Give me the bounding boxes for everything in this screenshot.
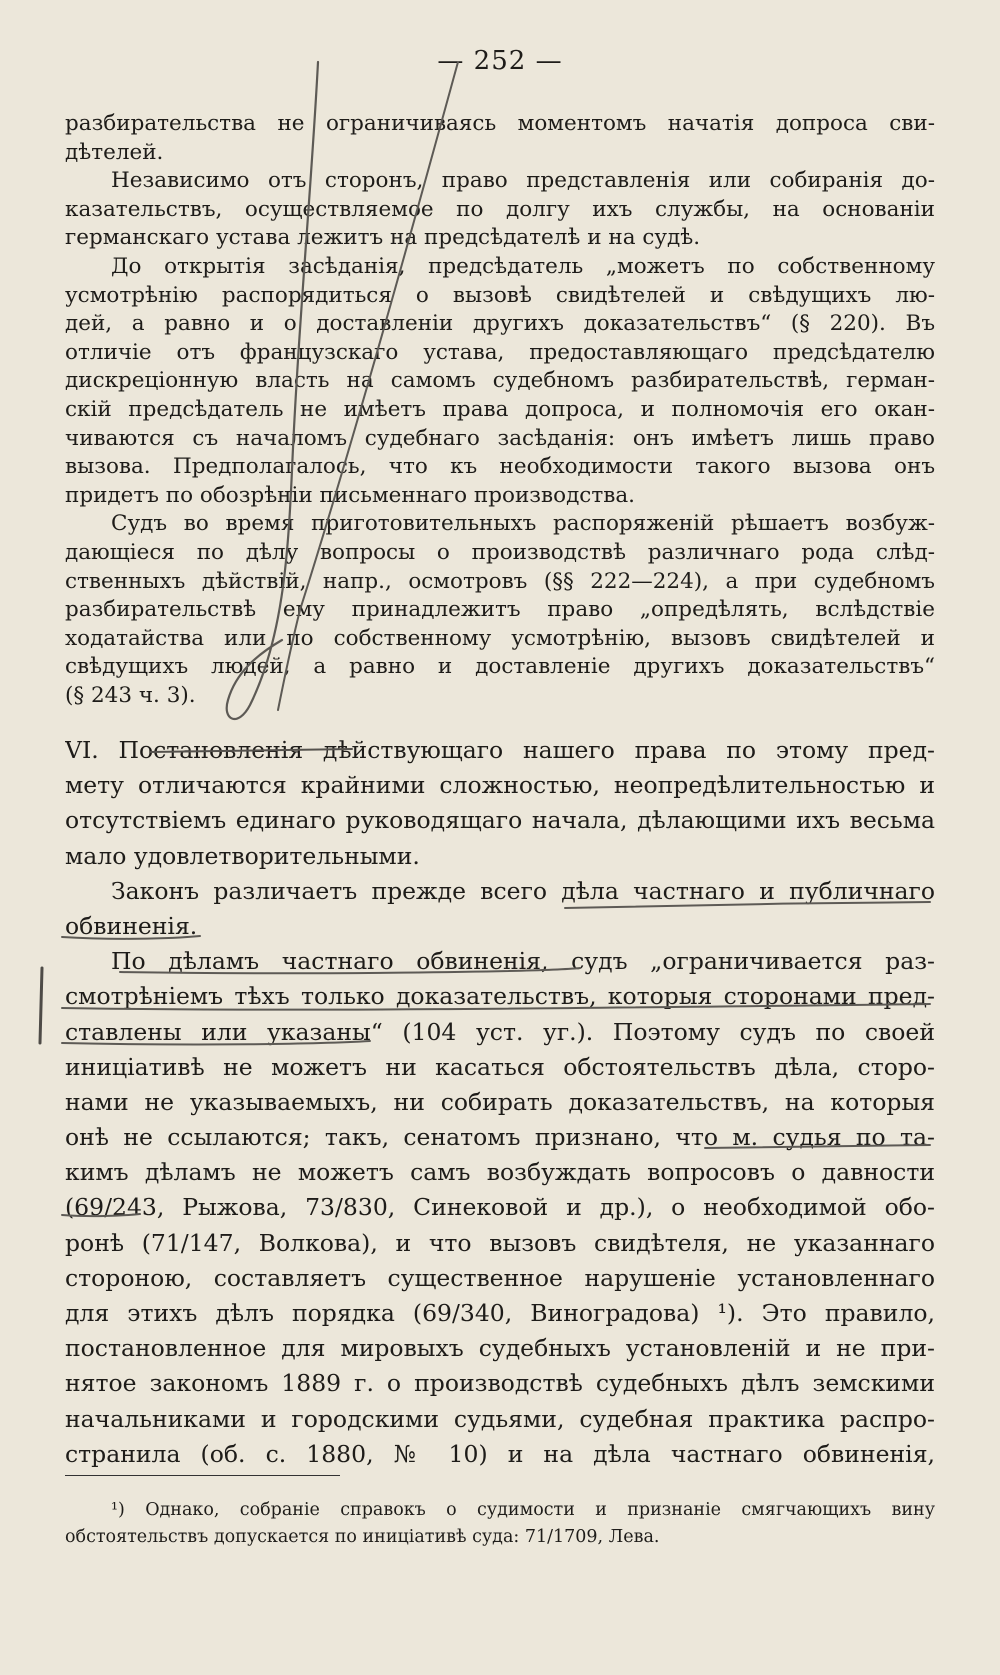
text-line: дающіеся по дѣлу вопросы о производствѣ различнаго рода слѣд- [65,539,935,565]
text-line: казательствъ, осуществляемое по долгу ихъ службы, на основаніи [65,196,935,222]
text-line: Судъ во время приготовительныхъ распоряженій рѣшаетъ возбуж- [111,511,935,537]
text-line: обвиненія. [65,911,198,940]
text-line: VI. Постановленія дѣйствующаго нашего права по этому пред- [65,736,935,764]
text-line: для этихъ дѣлъ порядка (69/340, Виноградова) ¹). Это правило, [65,1299,935,1327]
text-line: До открытія засѣданія, предсѣдатель „можетъ по собственному [111,253,935,279]
text-line: начальниками и городскими судьями, судебная практика распро- [65,1404,935,1433]
text-line: скій предсѣдатель не имѣетъ права допроса, и полномочія его окан- [65,396,935,422]
text-line: По дѣламъ частнаго обвиненія, судъ „ограничивается раз- [111,947,935,976]
text-line: мало удовлетворительными. [65,841,420,870]
text-line: отличіе отъ французскаго устава, предоставляющаго предсѣдателю [65,339,935,365]
text-line: разбирательствѣ ему принадлежитъ право „опредѣлять, вслѣдствіе [65,597,935,623]
text-line: придетъ по обозрѣніи письменнаго производства. [65,482,636,508]
text-line: свѣдущихъ людей, а равно и доставленіе другихъ доказательствъ“ [65,654,935,680]
footnote-divider [65,1475,340,1476]
text-line: германскаго устава лежитъ на предсѣдателѣ и на судѣ. [65,225,701,251]
footnote-line: ¹) Однако, собраніе справокъ о судимости и признаніе смягчающихъ вину [111,1500,935,1520]
section-german-law [65,110,935,710]
section-vi-russian-law [65,733,935,1472]
text-line: ходатайства или по собственному усмотрѣнію, вызовъ свидѣтелей и [65,625,935,651]
text-line: разбирательства не ограничиваясь моментомъ начатія допроса сви- [65,111,935,136]
text-line: усмотрѣнію распорядиться о вызовѣ свидѣтелей и свѣдущихъ лю- [65,282,935,308]
text-line: (§ 243 ч. 3). [65,682,196,708]
text-line: дискреціонную власть на самомъ судебномъ разбирательствѣ, герман- [65,368,935,394]
footnote [65,1497,935,1551]
text-line: ронѣ (71/147, Волкова), и что вызовъ свидѣтеля, не указаннаго [65,1228,935,1257]
text-line: Независимо отъ сторонъ, право представленія или собиранія до- [111,168,935,194]
text-line: смотрѣніемъ тѣхъ только доказательствъ, которыя сторонами пред- [65,982,935,1011]
text-line: иниціативѣ не можетъ ни касаться обстоятельствъ дѣла, сторо- [65,1052,935,1081]
text-line: ственныхъ дѣйствій, напр., осмотровъ (§§ 222—224), а при судебномъ [65,568,935,594]
text-line: онѣ не ссылаются; такъ, сенатомъ признано, что м. судья по та- [65,1123,935,1152]
text-line: постановленное для мировыхъ судебныхъ установленій и не при- [65,1334,935,1363]
text-line: дей, а равно и о доставленіи другихъ доказательствъ“ (§ 220). Въ [65,311,935,337]
text-line: отсутствіемъ единаго руководящаго начала, дѣлающими ихъ весьма [65,806,935,835]
pencil-margin-bar [40,968,42,1043]
text-line: мету отличаются крайними сложностью, неопредѣлительностью и [65,771,935,800]
text-line: стороною, составляетъ существенное нарушеніе установленнаго [65,1263,935,1292]
text-line: ставлены или указаны“ (104 уст. уг.). Поэтому судъ по своей [65,1017,935,1046]
text-line: кимъ дѣламъ не можетъ самъ возбуждать вопросовъ о давности [65,1158,935,1187]
text-line: чиваются съ началомъ судебнаго засѣданія: онъ имѣетъ лишь право [65,425,935,451]
text-line: вызова. Предполагалось, что къ необходимости такого вызова онъ [65,454,935,480]
footnote-line: обстоятельствъ допускается по иниціативѣ суда: 71/1709, Лева. [65,1527,660,1547]
text-line: дѣтелей. [65,139,164,165]
text-line: странила (об. с. 1880, № 10) и на дѣла частнаго обвиненія, [65,1439,935,1468]
page-number: — 252 — [437,46,563,76]
text-line: (69/243, Рыжова, 73/830, Синековой и др.), о необходимой обо- [65,1193,935,1222]
text-line: нами не указываемыхъ, ни собирать доказательствъ, на которыя [65,1087,935,1116]
text-line: Законъ различаетъ прежде всего дѣла частнаго и публичнаго [111,876,935,905]
text-line: нятое закономъ 1889 г. о производствѣ судебныхъ дѣлъ земскими [65,1369,935,1398]
